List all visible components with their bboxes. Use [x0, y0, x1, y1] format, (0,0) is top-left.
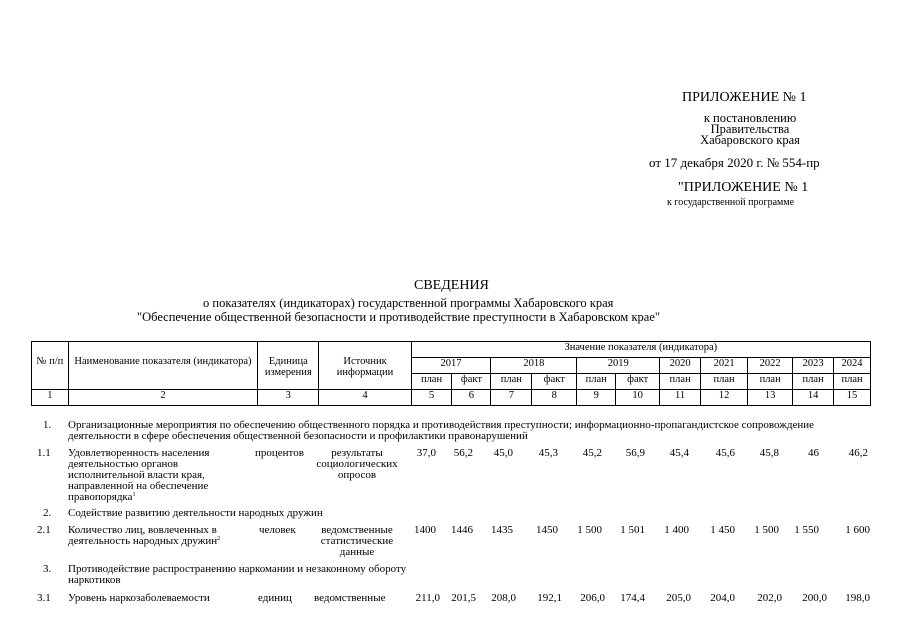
col-number-cell: 7 — [491, 390, 532, 406]
col-header-source: Источник информации — [319, 342, 411, 390]
resolution-date: от 17 декабря 2020 г. № 554-пр — [649, 155, 820, 170]
value-2019-fact: 56,9 — [625, 447, 645, 459]
indicator-name: Удовлетворенность населения деятельностью органов исполнительной власти края, направленной на обеспечение правопорядка$^1$ — [68, 447, 210, 503]
document-title: СВЕДЕНИЯ — [414, 278, 489, 293]
year-header: 2018 — [491, 358, 577, 374]
value-2023-plan: 46 — [808, 447, 819, 459]
col-number-cell: 6 — [452, 390, 491, 406]
value-2018-plan: 1435 — [491, 524, 513, 536]
col-number-cell: 12 — [701, 390, 748, 406]
year-header: 2021 — [701, 358, 748, 374]
col-number-cell: 9 — [577, 390, 616, 406]
col-number-cell: 1 — [32, 390, 69, 406]
value-2019-fact: 1 501 — [620, 524, 645, 536]
col-number-cell: 5 — [411, 390, 452, 406]
value-2022-plan: 202,0 — [757, 592, 782, 604]
col-number-cell: 14 — [793, 390, 834, 406]
col-header-number: № п/п — [32, 342, 69, 390]
plan-header: план — [411, 374, 452, 390]
plan-header: план — [834, 374, 871, 390]
col-header-unit: Единица измерения — [258, 342, 319, 390]
section-number: 1. — [43, 419, 52, 431]
fact-header: факт — [452, 374, 491, 390]
value-2018-plan: 45,0 — [493, 447, 513, 459]
value-2018-fact: 1450 — [536, 524, 558, 536]
col-header-value: Значение показателя (индикатора) — [411, 342, 870, 358]
indicator-source: ведомственные статистические данные — [320, 524, 394, 558]
appendix-title: ПРИЛОЖЕНИЕ № 1 — [682, 90, 807, 105]
plan-header: план — [793, 374, 834, 390]
value-2017-fact: 201,5 — [451, 592, 476, 604]
plan-header: план — [577, 374, 616, 390]
year-header: 2017 — [411, 358, 491, 374]
year-header: 2024 — [834, 358, 871, 374]
plan-header: план — [660, 374, 701, 390]
col-number-cell: 3 — [258, 390, 319, 406]
value-2017-plan: 1400 — [414, 524, 436, 536]
value-2017-plan: 37,0 — [416, 447, 436, 459]
indicator-source: результаты социологических опросов — [316, 447, 398, 481]
value-2023-plan: 200,0 — [802, 592, 827, 604]
value-2024-plan: 1 600 — [845, 524, 870, 536]
col-header-name: Наименование показателя (индикатора) — [68, 342, 257, 390]
section-title: Противодействие распространению наркомании и незаконному обороту наркотиков — [68, 563, 407, 586]
document-subtitle-line2: "Обеспечение общественной безопасности и противодействие преступности в Хабаровском крае" — [137, 310, 660, 324]
resolution-line: Хабаровского края — [700, 133, 800, 147]
year-header: 2022 — [748, 358, 793, 374]
value-2018-fact: 45,3 — [538, 447, 558, 459]
plan-header: план — [701, 374, 748, 390]
plan-header: план — [748, 374, 793, 390]
row-number: 3.1 — [37, 592, 51, 604]
value-2019-plan: 1 500 — [577, 524, 602, 536]
program-appendix-title: "ПРИЛОЖЕНИЕ № 1 — [678, 180, 809, 195]
value-2022-plan: 45,8 — [759, 447, 779, 459]
value-2021-plan: 45,6 — [715, 447, 735, 459]
fact-header: факт — [532, 374, 577, 390]
section-number: 3. — [43, 563, 52, 575]
value-2017-fact: 1446 — [451, 524, 473, 536]
section-title: Содействие развитию деятельности народных дружин — [68, 507, 323, 519]
indicator-source: ведомственные — [314, 592, 386, 604]
section-title: Организационные мероприятия по обеспечению общественного порядка и противодействия преступности; информационно-пропагандистское сопровождение деятельности в сфере обеспечения общественной безопасности и профилактики правонарушений — [68, 419, 814, 442]
indicator-unit: человек — [259, 524, 296, 536]
indicator-unit: единиц — [258, 592, 292, 604]
value-2017-plan: 211,0 — [415, 592, 440, 604]
col-number-cell: 10 — [616, 390, 660, 406]
value-2019-plan: 206,0 — [580, 592, 605, 604]
year-header: 2023 — [793, 358, 834, 374]
year-header: 2020 — [660, 358, 701, 374]
value-2018-fact: 192,1 — [537, 592, 562, 604]
document-subtitle-line1: о показателях (индикаторах) государственной программы Хабаровского края — [203, 296, 614, 310]
value-2019-fact: 174,4 — [620, 592, 645, 604]
resolution-reference — [694, 113, 806, 146]
indicator-name: Уровень наркозаболеваемости — [68, 592, 210, 604]
value-2017-fact: 56,2 — [453, 447, 473, 459]
value-2023-plan: 1 550 — [794, 524, 819, 536]
indicators-table-header — [31, 341, 871, 406]
section-number: 2. — [43, 507, 52, 519]
value-2021-plan: 1 450 — [710, 524, 735, 536]
value-2024-plan: 46,2 — [848, 447, 868, 459]
indicator-unit: процентов — [255, 447, 304, 459]
col-number-cell: 11 — [660, 390, 701, 406]
value-2019-plan: 45,2 — [582, 447, 602, 459]
plan-header: план — [491, 374, 532, 390]
value-2021-plan: 204,0 — [710, 592, 735, 604]
resolution-line: к постановлению — [703, 111, 797, 125]
col-number-cell: 8 — [532, 390, 577, 406]
year-header: 2019 — [577, 358, 660, 374]
col-number-cell: 15 — [834, 390, 871, 406]
col-number-cell: 4 — [319, 390, 411, 406]
value-2020-plan: 1 400 — [664, 524, 689, 536]
value-2018-plan: 208,0 — [491, 592, 516, 604]
row-number: 1.1 — [37, 447, 51, 459]
value-2024-plan: 198,0 — [845, 592, 870, 604]
program-reference: к государственной программе — [667, 197, 795, 208]
fact-header: факт — [616, 374, 660, 390]
resolution-line: Правительства — [710, 122, 790, 136]
indicator-name: Количество лиц, вовлеченных в деятельность народных дружин$^2$ — [68, 524, 221, 547]
col-number-cell: 13 — [748, 390, 793, 406]
value-2020-plan: 205,0 — [666, 592, 691, 604]
value-2022-plan: 1 500 — [754, 524, 779, 536]
row-number: 2.1 — [37, 524, 51, 536]
col-number-cell: 2 — [68, 390, 257, 406]
value-2020-plan: 45,4 — [669, 447, 689, 459]
